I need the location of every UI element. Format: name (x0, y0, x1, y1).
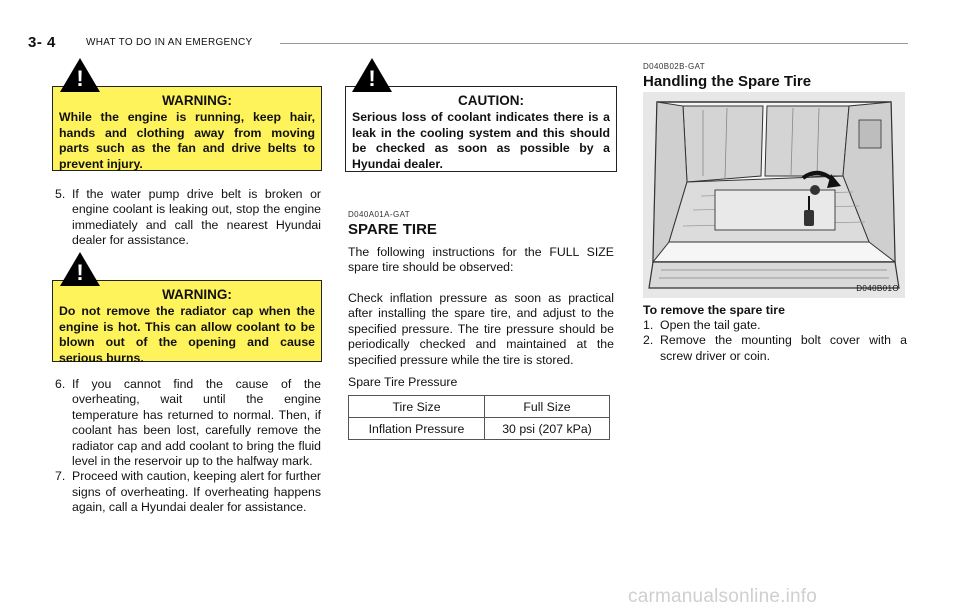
step-number: 1. (643, 318, 654, 332)
page-number: 3- 4 (28, 34, 56, 51)
caution-body: Serious loss of coolant indicates there is a leak in the cooling system and this should be checked as soon as possible by a Hyundai dealer. (352, 110, 610, 171)
caution-box-coolant-loss (345, 86, 617, 172)
step-text: If the water pump drive belt is broken or engine coolant is leaking out, stop the engine immediately and call the nearest Hyundai dealer for assistance. (72, 187, 321, 248)
step-text: Open the tail gate. (660, 318, 761, 332)
table-row (349, 418, 610, 440)
spare-tire-pressure-table (348, 395, 610, 440)
figure-caption: D040B01O (856, 284, 899, 293)
watermark: carmanualsonline.info (628, 586, 818, 607)
table-label: Spare Tire Pressure (348, 375, 458, 389)
steps-6-7 (55, 377, 321, 516)
warning-heading: WARNING: (162, 287, 232, 302)
header-rule (280, 43, 908, 44)
spare-tire-intro: The following instructions for the FULL SIZE spare tire should be observed: (348, 245, 614, 275)
table-cell: Tire Size (349, 396, 485, 418)
caution-heading: CAUTION: (458, 93, 524, 108)
table-cell: 30 psi (207 kPa) (485, 418, 610, 440)
page-header (28, 34, 908, 52)
warning-body: While the engine is running, keep hair, hands and clothing away from moving parts such as the fan and drive belts to prevent injury. (59, 110, 315, 171)
step-7 (55, 469, 321, 515)
table-cell: Inflation Pressure (349, 418, 485, 440)
step-number: 6. (55, 377, 66, 391)
step-text: Remove the mounting bolt cover with a screw driver or coin. (660, 333, 907, 363)
warning-box-radiator-cap (52, 280, 322, 365)
step-number: 7. (55, 469, 66, 484)
cargo-area-illustration (643, 92, 905, 298)
section-code: D040A01A-GAT (348, 210, 411, 219)
step-5 (55, 187, 321, 249)
step-text: Proceed with caution, keeping alert for further signs of overheating. If overheating happens again, call a Hyundai dealer for assistance. (72, 469, 321, 515)
warning-box-moving-parts (52, 86, 322, 171)
table-row (349, 396, 610, 418)
step-6 (55, 377, 321, 469)
step-number: 2. (643, 333, 654, 348)
handling-spare-tire-heading: Handling the Spare Tire (643, 73, 812, 90)
remove-step-2 (643, 333, 907, 364)
table-cell: Full Size (485, 396, 610, 418)
exclamation-icon: ! (76, 260, 84, 285)
exclamation-icon: ! (368, 66, 376, 91)
remove-spare-subheading: To remove the spare tire (643, 303, 785, 317)
remove-step-1 (643, 318, 907, 333)
step-number: 5. (55, 187, 66, 201)
warning-body: Do not remove the radiator cap when the engine is hot. This can allow coolant to be blown out of the opening and cause serious burns. (59, 304, 315, 365)
spare-tire-body: Check inflation pressure as soon as practical after installing the spare tire, and adjust to the specified pressure. The tire pressure should be periodically checked and maintained at the specified pressure while the tire is stored. (348, 291, 614, 367)
step-text: If you cannot find the cause of the overheating, wait until the engine temperature has returned to normal. Then, if coolant has been lost, carefully remove the radiator cap and add coolant to bring the fluid level in the reservoir up to the halfway mark. (72, 377, 321, 469)
exclamation-icon: ! (76, 66, 84, 91)
spare-tire-heading: SPARE TIRE (348, 221, 437, 238)
section-title: WHAT TO DO IN AN EMERGENCY (86, 37, 253, 48)
section-code: D040B02B-GAT (643, 62, 706, 71)
cargo-area-drawing (643, 92, 905, 298)
warning-heading: WARNING: (162, 93, 232, 108)
remove-spare-steps (643, 318, 907, 364)
